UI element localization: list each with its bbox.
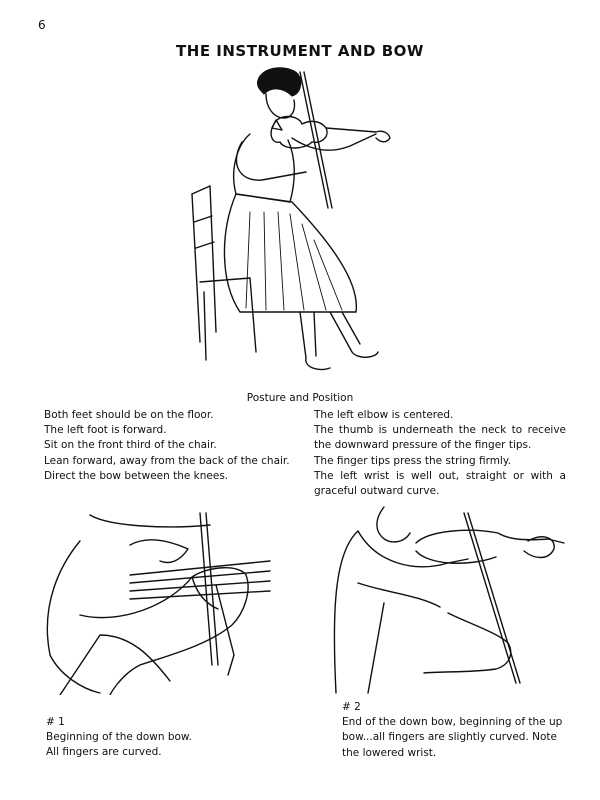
bow-hold-illustration <box>20 505 300 695</box>
page-title: THE INSTRUMENT AND BOW <box>176 42 424 60</box>
seated-violinist-illustration <box>180 62 420 390</box>
posture-caption: Posture and Position <box>246 392 354 404</box>
instruction-line: The thumb is underneath the neck to receive the downward pressure of the finger tips. <box>314 424 566 452</box>
figure-1-caption <box>46 715 296 761</box>
figure-2-caption <box>342 700 570 761</box>
instruction-line: The left elbow is centered. <box>314 409 454 421</box>
caption-line: End of the down bow, beginning of the up bow...all fingers are slightly curved. Note the lowered wrist. <box>342 716 563 759</box>
instruction-line: The left wrist is well out, straight or with a graceful outward curve. <box>314 469 566 498</box>
instruction-line: The finger tips press the string firmly. <box>314 454 511 467</box>
caption-line: All fingers are curved. <box>46 746 162 759</box>
caption-line: Beginning of the down bow. <box>46 731 192 744</box>
figure-label: # 1 <box>46 716 65 728</box>
instruction-line: Both feet should be on the floor. <box>44 409 214 421</box>
posture-instructions-left <box>44 408 294 484</box>
instruction-line: Sit on the front third of the chair. <box>44 439 217 452</box>
instruction-line: The left foot is forward. <box>44 424 167 437</box>
instruction-line: Lean forward, away from the back of the chair. <box>44 454 290 467</box>
down-bow-end-illustration <box>328 503 576 695</box>
page-number: 6 <box>38 18 46 32</box>
instruction-line: Direct the bow between the knees. <box>44 469 229 482</box>
figure-label: # 2 <box>342 701 361 713</box>
posture-instructions-right <box>314 408 566 499</box>
